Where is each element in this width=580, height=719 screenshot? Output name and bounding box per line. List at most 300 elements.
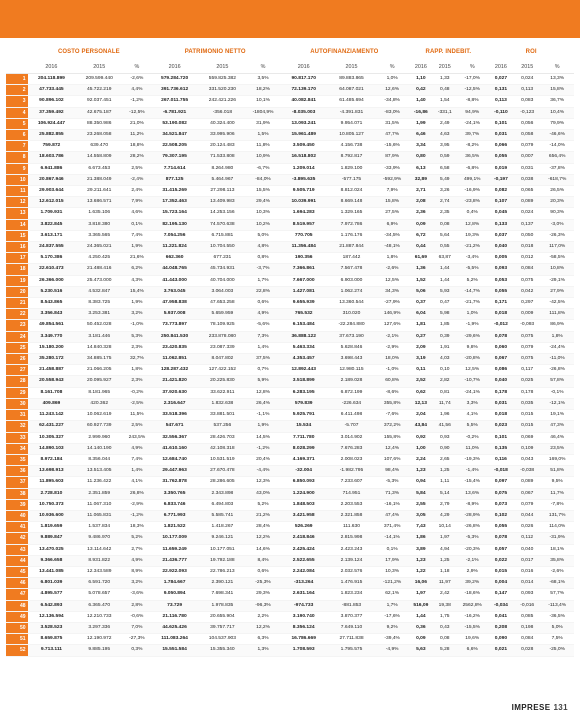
table-row xyxy=(6,533,574,544)
table-cell: 63,87 xyxy=(433,253,457,264)
table-row xyxy=(6,578,574,589)
rank-cell: 46 xyxy=(6,578,28,589)
table-cell: 13.470.025 xyxy=(28,544,76,555)
table-cell: -17,6% xyxy=(375,611,408,622)
table-cell: 12.343.589 xyxy=(75,566,123,577)
rank-cell: 37 xyxy=(6,477,28,488)
table-cell: 12.684.740 xyxy=(151,454,199,465)
table-cell: 0,038 xyxy=(514,174,540,185)
table-cell: 31.762.878 xyxy=(151,477,199,488)
table-cell: 12,8% xyxy=(246,387,279,398)
table-cell: 9,8% xyxy=(457,342,488,353)
table-cell: -15,5% xyxy=(457,622,488,633)
table-cell: 5.170.386 xyxy=(28,253,76,264)
table-cell: 0,065 xyxy=(514,186,540,197)
table-cell: 5.230.516 xyxy=(28,286,76,297)
table-cell: 1,0% xyxy=(375,74,408,85)
table-cell: 1,44 xyxy=(433,275,457,286)
table-cell: 2,42 xyxy=(433,589,457,600)
table-cell: 11.895.603 xyxy=(28,477,76,488)
table-row xyxy=(6,186,574,197)
table-cell: 1,40 xyxy=(409,96,433,107)
year-header-cell: % xyxy=(375,60,408,74)
table-cell: 86,9% xyxy=(540,320,574,331)
table-cell: 0,024 xyxy=(514,208,540,219)
table-cell: 6.872.199 xyxy=(328,387,376,398)
table-cell: 31,5% xyxy=(375,118,408,129)
table-cell: -0,016 xyxy=(514,600,540,611)
table-cell: -2,6% xyxy=(375,264,408,275)
table-cell: 62.431.227 xyxy=(28,421,76,432)
table-cell: -22.284.880 xyxy=(328,320,376,331)
rank-cell: 14 xyxy=(6,219,28,230)
table-cell: 0,59 xyxy=(433,152,457,163)
table-cell: 1,9% xyxy=(246,421,279,432)
table-cell: 1.427.081 xyxy=(280,286,328,297)
table-cell: 28,4% xyxy=(246,522,279,533)
rank-cell: 25 xyxy=(6,342,28,353)
table-cell: 3.613.171 xyxy=(28,230,76,241)
table-cell: -0,1% xyxy=(540,387,574,398)
table-cell: 11,7% xyxy=(540,488,574,499)
table-cell: 34,3% xyxy=(375,286,408,297)
table-cell: 10,9% xyxy=(246,152,279,163)
rank-cell: 43 xyxy=(6,544,28,555)
table-cell: 7.667.000 xyxy=(280,275,328,286)
table-cell: -25,0% xyxy=(540,645,574,656)
table-cell: 11.065.831 xyxy=(75,510,123,521)
group-rapp-indebit: RAPP. INDEBIT. xyxy=(409,44,488,60)
table-cell: -0,123 xyxy=(514,107,540,118)
table-cell: 1.209.014 xyxy=(280,163,328,174)
table-cell: 0,067 xyxy=(514,488,540,499)
table-cell: 2.423.243 xyxy=(328,544,376,555)
table-cell: 3,34 xyxy=(409,141,433,152)
table-cell: 0,057 xyxy=(488,544,514,555)
table-cell: 71,3% xyxy=(375,488,408,499)
table-cell: 0,36 xyxy=(409,622,433,633)
table-cell: 10.750.373 xyxy=(28,499,76,510)
table-cell: 9.885.195 xyxy=(75,645,123,656)
rank-header-spacer xyxy=(6,44,28,60)
table-cell: 7.676.283 xyxy=(328,443,376,454)
table-cell: 0,056 xyxy=(514,118,540,129)
table-cell: -7,6% xyxy=(375,410,408,421)
table-cell: 24.837.555 xyxy=(28,242,76,253)
table-cell: 2,35 xyxy=(433,208,457,219)
table-cell: 10,1% xyxy=(246,96,279,107)
table-cell: 0,1% xyxy=(375,544,408,555)
table-cell: 6,9% xyxy=(375,219,408,230)
table-cell: 5.464.967 xyxy=(198,174,246,185)
table-cell: 7.233.607 xyxy=(328,477,376,488)
table-cell: 16,06 xyxy=(409,578,433,589)
table-cell: 0,178 xyxy=(514,387,540,398)
table-cell: 11,8% xyxy=(246,141,279,152)
table-cell: 1.635.106 xyxy=(75,208,123,219)
table-cell: 32.556.367 xyxy=(151,432,199,443)
rank-cell: 44 xyxy=(6,555,28,566)
table-cell: 0,018 xyxy=(488,410,514,421)
table-cell: 3.763.045 xyxy=(151,286,199,297)
table-cell: 13,6% xyxy=(457,488,488,499)
table-cell: 2.351.859 xyxy=(75,488,123,499)
table-cell: 71.533.808 xyxy=(198,152,246,163)
table-cell: 5.925.791 xyxy=(280,410,328,421)
table-cell: -0,6% xyxy=(123,611,151,622)
table-cell: 44.048.765 xyxy=(151,264,199,275)
table-cell: 25.473.000 xyxy=(75,275,123,286)
table-cell: 9.655.939 xyxy=(280,298,328,309)
table-cell: 3.698.443 xyxy=(328,354,376,365)
table-cell: 107,6% xyxy=(375,454,408,465)
table-cell: 131,7% xyxy=(540,510,574,521)
table-cell: 36,7% xyxy=(540,96,574,107)
table-cell: 0,005 xyxy=(488,253,514,264)
table-cell: 0,021 xyxy=(488,645,514,656)
table-cell: 20.095.927 xyxy=(75,376,123,387)
table-cell: 1.224.900 xyxy=(280,488,328,499)
table-cell: 1,9% xyxy=(123,242,151,253)
table-cell: 22.508.205 xyxy=(151,141,199,152)
table-cell: 34.521.847 xyxy=(151,130,199,141)
table-cell: 6,6% xyxy=(457,645,488,656)
table-cell: 3,5% xyxy=(246,74,279,85)
table-cell: 2,82 xyxy=(433,376,457,387)
table-cell: 9.505.719 xyxy=(280,186,328,197)
table-cell: 127,6% xyxy=(375,320,408,331)
table-cell: 1,97 xyxy=(433,533,457,544)
table-cell: 0,007 xyxy=(514,152,540,163)
table-cell: 2,71 xyxy=(409,186,433,197)
rank-cell: 15 xyxy=(6,230,28,241)
table-cell: 3,3% xyxy=(457,398,488,409)
table-row xyxy=(6,152,574,163)
table-cell: 2,79 xyxy=(433,499,457,510)
table-cell: -16,86 xyxy=(409,107,433,118)
table-cell: 2,24 xyxy=(409,454,433,465)
table-cell: 18,0% xyxy=(375,354,408,365)
table-cell: -12,5% xyxy=(457,85,488,96)
table-cell: 45.734.931 xyxy=(198,264,246,275)
table-cell: 2,36 xyxy=(409,208,433,219)
rank-cell: 50 xyxy=(6,622,28,633)
table-cell: 42.675.187 xyxy=(75,107,123,118)
table-cell: 4.250.425 xyxy=(75,253,123,264)
table-cell: 10,14 xyxy=(433,522,457,533)
table-cell: 6.850.093 xyxy=(280,477,328,488)
table-cell: -0,197 xyxy=(488,174,514,185)
rank-cell: 38 xyxy=(6,488,28,499)
table-cell: 3.349.770 xyxy=(28,331,76,342)
table-cell: 33.518.396 xyxy=(151,410,199,421)
table-cell: 37.920.630 xyxy=(151,387,199,398)
table-cell: 19,38 xyxy=(433,600,457,611)
table-cell: 10,4% xyxy=(540,107,574,118)
table-cell: -18,6% xyxy=(457,589,488,600)
table-cell: 6.903.000 xyxy=(328,275,376,286)
rank-cell: 45 xyxy=(6,566,28,577)
table-row xyxy=(6,645,574,656)
table-cell: 62,1% xyxy=(375,589,408,600)
table-cell: 0,044 xyxy=(514,510,540,521)
table-cell: 2.242.084 xyxy=(280,566,328,577)
table-cell: -14,7% xyxy=(457,286,488,297)
table-cell: 6.542.893 xyxy=(28,600,76,611)
table-cell: 15,8% xyxy=(375,197,408,208)
table-cell: 9.713.111 xyxy=(28,645,76,656)
table-cell: 146,9% xyxy=(375,309,408,320)
rank-cell: 42 xyxy=(6,533,28,544)
table-cell: 2.815.998 xyxy=(328,533,376,544)
rank-cell: 52 xyxy=(6,645,28,656)
table-cell: 10.805.127 xyxy=(328,130,376,141)
rank-cell: 18 xyxy=(6,264,28,275)
table-cell: 1,8% xyxy=(540,331,574,342)
table-cell: -0,018 xyxy=(488,466,514,477)
table-cell: 0,93 xyxy=(433,432,457,443)
table-cell: 43,0% xyxy=(246,488,279,499)
table-cell: 0,015 xyxy=(488,566,514,577)
table-cell: 1,54 xyxy=(433,96,457,107)
table-cell: 29,4% xyxy=(246,197,279,208)
table-cell: 10.936.600 xyxy=(28,510,76,521)
table-cell: 1.476.915 xyxy=(328,578,376,589)
table-cell: 79,9% xyxy=(540,118,574,129)
table-cell: 0,084 xyxy=(514,264,540,275)
page-footer xyxy=(512,703,568,712)
table-cell: 1,86 xyxy=(409,533,433,544)
table-cell: 13,3% xyxy=(540,74,574,85)
table-row xyxy=(6,286,574,297)
table-cell: 0,101 xyxy=(488,432,514,443)
rank-cell: 8 xyxy=(6,152,28,163)
table-cell: 242.421.226 xyxy=(198,96,246,107)
table-cell: -8.035.003 xyxy=(280,107,328,118)
table-row xyxy=(6,96,574,107)
table-cell: 0,041 xyxy=(488,611,514,622)
table-cell: 10.531.519 xyxy=(198,454,246,465)
table-cell: 39.757.717 xyxy=(198,622,246,633)
group-roi: ROI xyxy=(488,44,574,60)
table-cell: 61.485.694 xyxy=(328,96,376,107)
table-row xyxy=(6,566,574,577)
year-header-row xyxy=(6,60,574,74)
table-cell: 11.659.249 xyxy=(151,544,199,555)
table-cell: 60,8% xyxy=(375,376,408,387)
table-cell: 0,81 xyxy=(433,387,457,398)
table-cell: 0,018 xyxy=(514,242,540,253)
table-cell: 1,81 xyxy=(409,320,433,331)
table-cell: 2.631.164 xyxy=(280,589,328,600)
table-cell: 9.246.121 xyxy=(198,533,246,544)
table-row xyxy=(6,477,574,488)
table-cell: 233.878.080 xyxy=(198,331,246,342)
year-header-cell: 2016 xyxy=(280,60,328,74)
table-cell: 7,0% xyxy=(123,622,151,633)
table-cell: 37,5% xyxy=(246,354,279,365)
table-cell: 0,019 xyxy=(488,163,514,174)
table-cell: 7,4% xyxy=(123,454,151,465)
table-cell: 1,25 xyxy=(433,555,457,566)
table-cell: 1,33 xyxy=(433,74,457,85)
table-cell: 1.821.522 xyxy=(151,522,199,533)
table-cell: 8.383.725 xyxy=(75,298,123,309)
table-row xyxy=(6,230,574,241)
table-cell: 10.177.009 xyxy=(151,533,199,544)
table-cell: 26,5% xyxy=(540,186,574,197)
table-cell: 94,9% xyxy=(457,107,488,118)
table-cell: 14.558.809 xyxy=(75,152,123,163)
table-cell: 31,9% xyxy=(246,118,279,129)
rank-cell: 29 xyxy=(6,387,28,398)
table-cell: 6.411.498 xyxy=(328,410,376,421)
table-cell: 1,0% xyxy=(457,309,488,320)
table-cell: -8,9% xyxy=(457,499,488,510)
table-cell: 0,09 xyxy=(409,219,433,230)
table-cell: 2.203.553 xyxy=(328,499,376,510)
table-cell: 0,053 xyxy=(488,275,514,286)
table-cell: 2.032.576 xyxy=(328,566,376,577)
rank-cell: 26 xyxy=(6,354,28,365)
table-cell: -1,0% xyxy=(123,320,151,331)
table-cell: 127.422.152 xyxy=(198,365,246,376)
table-cell: 31.415.269 xyxy=(151,186,199,197)
table-cell: 0,102 xyxy=(488,510,514,521)
table-cell: 1.795.575 xyxy=(328,645,376,656)
table-cell: 12.136.594 xyxy=(28,611,76,622)
rank-cell: 22 xyxy=(6,309,28,320)
table-cell: 21.066.205 xyxy=(75,365,123,376)
table-cell: 111,8% xyxy=(540,309,574,320)
table-cell: 0,015 xyxy=(514,410,540,421)
table-cell: 2,65 xyxy=(433,454,457,465)
table-cell: 117,0% xyxy=(540,242,574,253)
table-cell: -577.175 xyxy=(328,174,376,185)
table-cell: 2,08 xyxy=(409,197,433,208)
table-cell: 21,2% xyxy=(246,510,279,521)
table-cell: 22,8% xyxy=(246,286,279,297)
table-cell: 4,3% xyxy=(123,275,151,286)
table-cell: 8.543.865 xyxy=(28,298,76,309)
table-cell: 29,3% xyxy=(246,589,279,600)
table-cell: 0,47 xyxy=(433,298,457,309)
table-cell: 1.823.234 xyxy=(328,589,376,600)
table-cell: 0,043 xyxy=(514,454,540,465)
rank-cell: 4 xyxy=(6,107,28,118)
table-cell: 5,93 xyxy=(433,286,457,297)
table-cell: 2,74 xyxy=(433,197,457,208)
table-cell: 0,090 xyxy=(488,634,514,645)
group-autofinanziamento: AUTOFINANZIAMENTO xyxy=(280,44,409,60)
table-cell: 7.972.786 xyxy=(328,219,376,230)
table-cell: 0,017 xyxy=(514,555,540,566)
table-row xyxy=(6,298,574,309)
table-cell: 0,55 xyxy=(433,242,457,253)
year-header-cell: % xyxy=(246,60,279,74)
table-cell: 1,96 xyxy=(433,410,457,421)
table-cell: -1,1% xyxy=(246,410,279,421)
table-cell: 23.087.339 xyxy=(198,342,246,353)
table-cell: 0,078 xyxy=(488,331,514,342)
year-header-cell: 2015 xyxy=(328,60,376,74)
table-cell: 98,4% xyxy=(375,466,408,477)
table-cell: 0,040 xyxy=(488,376,514,387)
table-cell: 5.078.657 xyxy=(75,589,123,600)
table-cell: 187.442 xyxy=(328,253,376,264)
year-header-cell: 2015 xyxy=(75,60,123,74)
table-cell: 5,84 xyxy=(409,488,433,499)
table-cell: -3,4% xyxy=(457,253,488,264)
table-cell: 0,27 xyxy=(409,331,433,342)
table-cell: 20.655.904 xyxy=(198,611,246,622)
table-cell: -29,6% xyxy=(457,331,488,342)
table-cell: 9,2% xyxy=(375,622,408,633)
table-cell: 20,4% xyxy=(246,454,279,465)
table-cell: 16.786.669 xyxy=(280,634,328,645)
table-cell: 6.153.484 xyxy=(280,320,328,331)
table-cell: -96,3% xyxy=(246,600,279,611)
table-row xyxy=(6,410,574,421)
table-cell: -2,5% xyxy=(123,398,151,409)
table-cell: 5,2% xyxy=(123,533,151,544)
table-cell: 6.941.886 xyxy=(28,163,76,174)
table-cell: 2,8% xyxy=(123,600,151,611)
table-cell: 267.011.755 xyxy=(151,96,199,107)
rank-cell: 47 xyxy=(6,589,28,600)
table-cell: 10,3% xyxy=(246,208,279,219)
table-cell: 114,0% xyxy=(540,522,574,533)
table-cell: 1,23 xyxy=(409,555,433,566)
table-cell: 4.169.371 xyxy=(280,454,328,465)
table-cell: 8.931.822 xyxy=(75,555,123,566)
table-cell: 47.653.258 xyxy=(198,298,246,309)
table-cell: 391.736.612 xyxy=(151,85,199,96)
rank-cell: 9 xyxy=(6,163,28,174)
rank-cell: 31 xyxy=(6,410,28,421)
table-cell: 3.518.899 xyxy=(280,376,328,387)
table-cell: 3,89 xyxy=(409,544,433,555)
rank-cell: 49 xyxy=(6,611,28,622)
table-cell: -974.733 xyxy=(280,600,328,611)
table-cell: 6,3% xyxy=(246,634,279,645)
rank-cell: 33 xyxy=(6,432,28,443)
table-cell: 10,3% xyxy=(375,566,408,577)
table-cell: 72.139.170 xyxy=(280,85,328,96)
table-row xyxy=(6,141,574,152)
table-cell: 0,066 xyxy=(488,141,514,152)
table-cell: 35,8% xyxy=(540,555,574,566)
table-cell: 47.958.838 xyxy=(151,298,199,309)
table-cell: 0,073 xyxy=(488,499,514,510)
table-cell: 3.190.740 xyxy=(280,611,328,622)
table-row xyxy=(6,544,574,555)
table-cell: 41,56 xyxy=(433,421,457,432)
table-cell: 0,075 xyxy=(514,331,540,342)
table-cell: 6,58 xyxy=(433,163,457,174)
table-cell: -84,0% xyxy=(246,174,279,185)
table-cell: 73.729 xyxy=(151,600,199,611)
table-cell: 8.181.965 xyxy=(75,387,123,398)
table-cell: 0,1% xyxy=(123,219,151,230)
table-cell: 5,2% xyxy=(457,275,488,286)
table-cell: 12,8% xyxy=(457,219,488,230)
table-cell: -1,2% xyxy=(246,443,279,454)
table-cell: 5,06 xyxy=(409,286,433,297)
table-cell: -83,0% xyxy=(375,107,408,118)
table-cell: 26,4% xyxy=(246,398,279,409)
table-cell: 759.872 xyxy=(28,141,76,152)
